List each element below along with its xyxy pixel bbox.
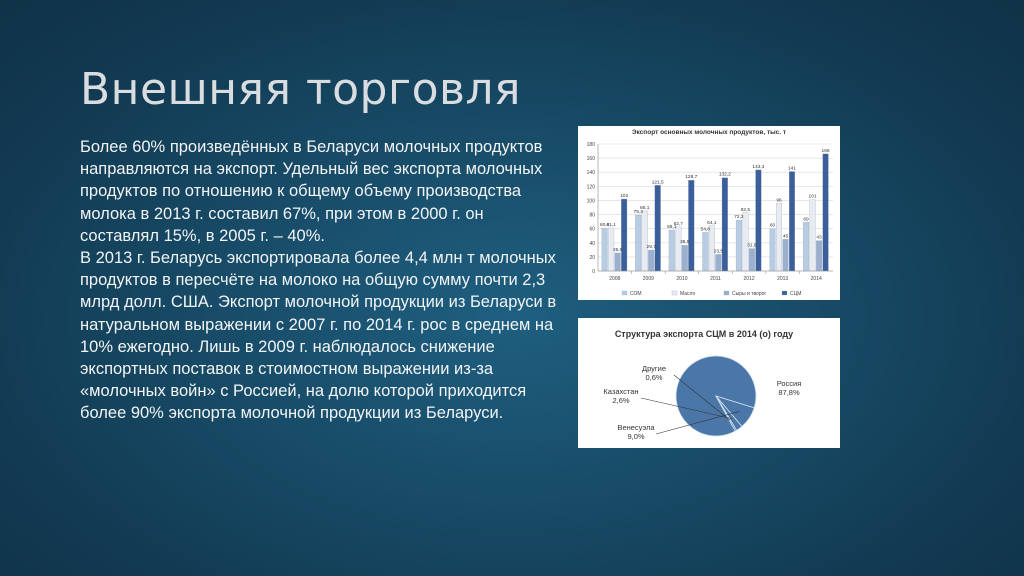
bar	[688, 180, 694, 271]
bar	[642, 211, 648, 271]
pie-value-label: 0,6%	[645, 373, 663, 382]
bar	[783, 239, 789, 271]
bar	[602, 228, 608, 271]
pie-category-label: Россия	[776, 379, 802, 388]
x-tick-label: 2012	[743, 276, 755, 282]
legend-label: СЦМ	[790, 291, 802, 297]
bar	[736, 220, 742, 271]
bar-chart	[578, 126, 840, 300]
pie-chart-title: Структура экспорта СЦМ в 2014 (о) году	[614, 329, 794, 339]
legend-label: Сыры и творог	[732, 291, 767, 297]
bar	[675, 227, 681, 271]
bar-value-label: 69	[803, 217, 809, 223]
x-tick-label: 2008	[609, 276, 621, 282]
bar	[803, 222, 809, 271]
bar-value-label: 102	[620, 194, 629, 200]
y-tick-label: 80	[589, 212, 595, 219]
pie-category-label: Другие	[641, 364, 667, 373]
bar	[648, 250, 654, 271]
bar	[749, 249, 755, 271]
bar-value-label: 96	[776, 198, 782, 204]
bar	[682, 245, 688, 271]
bar-value-label: 143,3	[752, 164, 765, 170]
x-tick-label: 2013	[777, 276, 789, 282]
bar	[655, 185, 661, 271]
x-tick-label: 2011	[710, 276, 721, 282]
y-tick-label: 120	[586, 184, 595, 191]
pie-chart	[578, 318, 840, 448]
y-tick-label: 20	[589, 254, 595, 261]
bar	[703, 232, 709, 271]
bar-value-label: 128,7	[685, 175, 698, 181]
bar-chart-panel	[578, 126, 840, 300]
bar-value-label: 141	[787, 166, 797, 172]
legend-swatch	[724, 291, 729, 295]
bar	[669, 230, 675, 271]
slide-title: Внешняя торговля	[80, 64, 522, 115]
bar-value-label: 64,1	[707, 220, 717, 226]
bar-value-label: 166	[821, 148, 830, 154]
bar-value-label: 36,5	[680, 240, 690, 246]
bar	[776, 203, 782, 271]
bar-value-label: 72,2	[734, 215, 744, 221]
bar	[756, 170, 762, 271]
bar-value-label: 61,1	[606, 222, 616, 228]
bar	[743, 213, 749, 271]
bar-value-label: 58,1	[667, 225, 677, 231]
x-tick-label: 2009	[642, 276, 654, 282]
bar-value-label: 85,1	[640, 205, 650, 211]
y-tick-label: 140	[586, 170, 595, 177]
paragraph-export-2013: В 2013 г. Беларусь экспортировала более 4,4 млн т молочных продуктов в пересчёте на молоко на общую сумму почти 2,3 млрд долл. США. Экспорт молочной продукции из Беларуси в натуральном выражении с 2007 г. по 2014 г. рос в среднем на 10% ежегодно. Лишь в 2009 г. наблюдалось снижение экспортных поставок в стоимостном выражении из-за «молочных войн» с Россией, на долю которой приходится более 90% экспорта молочной продукции из Беларуси.	[80, 249, 557, 423]
x-tick-label: 2014	[810, 276, 822, 282]
y-tick-label: 60	[589, 226, 595, 233]
bar-value-label: 82,5	[740, 207, 751, 213]
bar	[709, 226, 715, 271]
pie-category-label: Казахстан	[603, 387, 639, 396]
bar	[816, 241, 822, 271]
bar	[823, 154, 829, 271]
pie-value-label: 9,0%	[627, 432, 645, 441]
body-text	[80, 136, 560, 425]
legend-label: СОМ	[630, 291, 642, 297]
pie-chart-panel	[578, 318, 840, 448]
legend-swatch	[782, 291, 787, 295]
bar	[635, 215, 641, 271]
bar	[770, 229, 776, 271]
bar-value-label: 60	[769, 223, 776, 229]
legend-label: Масло	[680, 291, 696, 297]
bar	[615, 253, 621, 271]
bar	[722, 178, 728, 271]
bar-value-label: 62,7	[673, 221, 683, 227]
legend-swatch	[672, 291, 677, 295]
bar-value-label: 60,8	[599, 223, 610, 229]
bar-value-label: 101	[808, 194, 817, 200]
x-tick-label: 2010	[676, 276, 688, 282]
pie-value-label: 87,8%	[778, 388, 800, 397]
y-tick-label: 160	[586, 156, 595, 163]
bar-value-label: 43	[816, 235, 822, 241]
bar	[789, 172, 795, 271]
bar-value-label: 23,5	[713, 249, 724, 255]
bar-value-label: 132,2	[718, 172, 731, 178]
y-tick-label: 100	[586, 198, 595, 205]
y-tick-label: 0	[592, 269, 595, 275]
bar-value-label: 45	[782, 234, 789, 240]
bar-value-label: 54,8	[700, 227, 711, 233]
bar-value-label: 25,6	[612, 247, 623, 253]
bar-value-label: 29,7	[646, 245, 656, 251]
paragraph-export-share: Более 60% произведённых в Беларуси молочных продуктов направляются на экспорт. Удельный вес экспорта молочных продуктов по отношению к общему объему производства молока в 2013 г. составил 67%, при этом в 2000 г. он составлял 15%, в 2005 г. – 40%.	[80, 138, 543, 245]
bar	[810, 200, 816, 271]
y-tick-label: 180	[586, 142, 595, 148]
bar-value-label: 31,8	[747, 243, 757, 249]
bar-value-label: 79,3	[633, 210, 643, 216]
bar	[716, 254, 722, 271]
bar-chart-title: Экспорт основных молочных продуктов, тыс. т	[631, 129, 787, 136]
y-tick-label: 40	[589, 240, 595, 247]
pie-category-label: Венесуэла	[617, 423, 655, 432]
bar	[621, 199, 627, 271]
pie-value-label: 2,6%	[612, 396, 630, 405]
bar-value-label: 121,5	[651, 180, 664, 186]
legend-swatch	[622, 291, 627, 295]
